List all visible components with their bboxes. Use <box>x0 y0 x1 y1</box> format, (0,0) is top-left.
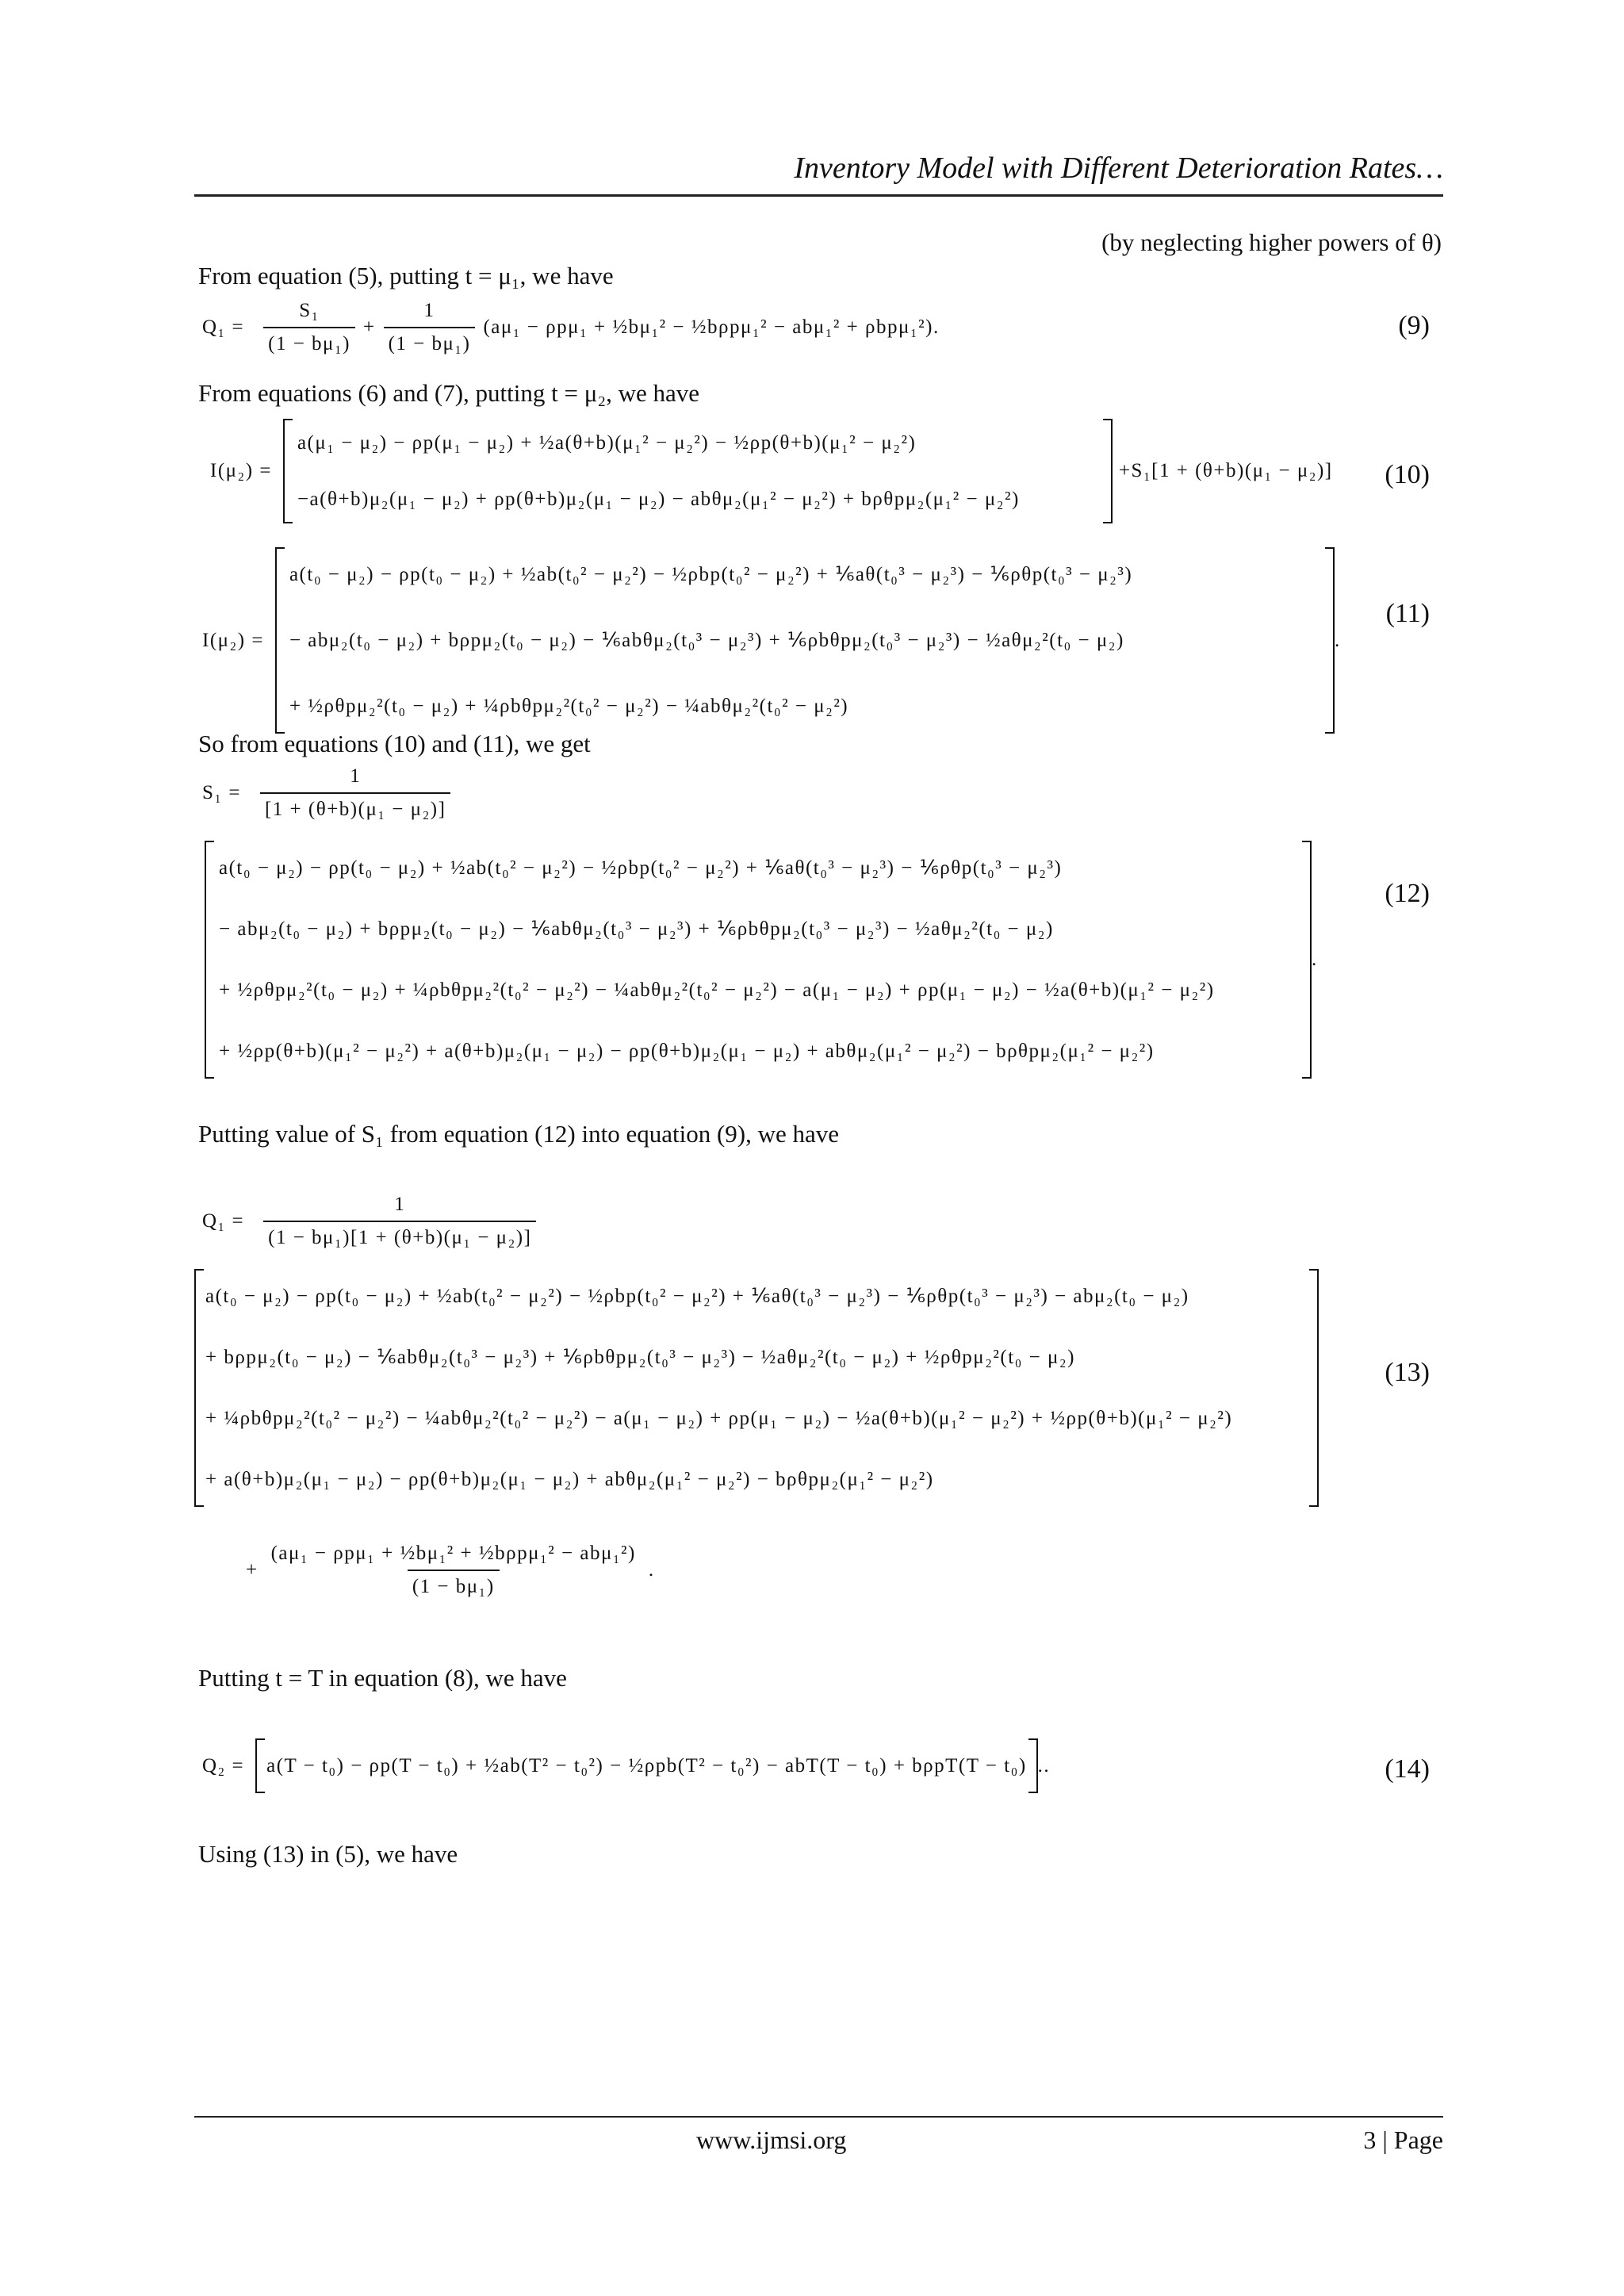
eq12-line-1: a(t₀ − μ₂) − ρp(t₀ − μ₂) + ½ab(t₀² − μ₂²) − ½ρbp(t₀² − μ₂²) + ⅙aθ(t₀³ − μ₂³) − ⅙ρθp(t₀³ − μ₂³) <box>219 857 1063 879</box>
equation-13 <box>194 1269 1319 1507</box>
eq12-lhs: S₁ = <box>202 782 241 803</box>
eq11-line-2: − abμ₂(t₀ − μ₂) + bρpμ₂(t₀ − μ₂) − ⅙abθμ₂(t₀³ − μ₂³) + ⅙ρbθpμ₂(t₀³ − μ₂³) − ½aθμ₂²(t₀ − μ₂) <box>289 630 1124 651</box>
equation-number-9: (9) <box>1398 311 1430 340</box>
eq9-f2-den: (1 − bμ₁) <box>384 327 476 355</box>
equation-13-tail <box>246 1543 655 1598</box>
equation-number-11: (11) <box>1385 599 1430 628</box>
equation-12-header <box>202 765 458 821</box>
equation-number-12: (12) <box>1385 879 1430 908</box>
eq11-line-3: + ½ρθpμ₂²(t₀ − μ₂) + ¼ρbθpμ₂²(t₀² − μ₂²) − ¼abθμ₂²(t₀² − μ₂²) <box>289 696 849 717</box>
eq13-fraction <box>263 1194 536 1249</box>
eq13-num: 1 <box>394 1194 406 1215</box>
equation-10 <box>210 419 1333 523</box>
eq13-end: . <box>648 1559 655 1581</box>
eq13-line-2: + bρpμ₂(t₀ − μ₂) − ⅙abθμ₂(t₀³ − μ₂³) + ⅙ρbθpμ₂(t₀³ − μ₂³) − ½aθμ₂²(t₀ − μ₂) + ½ρθpμ₂²(t₀ − μ₂) <box>205 1347 1075 1368</box>
equation-number-10: (10) <box>1385 460 1430 489</box>
eq11-lhs: I(μ₂) = <box>202 629 264 651</box>
eq12-line-2: − abμ₂(t₀ − μ₂) + bρpμ₂(t₀ − μ₂) − ⅙abθμ₂(t₀³ − μ₂³) + ⅙ρbθpμ₂(t₀³ − μ₂³) − ½aθμ₂²(t₀ − μ₂) <box>219 918 1054 940</box>
eq13-tail-num: (aμ₁ − ρpμ₁ + ½bμ₁² + ½bρpμ₁² − abμ₁²) <box>270 1543 636 1564</box>
eq9-f2-num: 1 <box>423 300 435 321</box>
eq13-lhs: Q₁ = <box>202 1210 245 1232</box>
eq13-den: (1 − bμ₁)[1 + (θ+b)(μ₁ − μ₂)] <box>263 1221 536 1249</box>
eq9-lhs: Q₁ = <box>202 316 245 338</box>
paragraph-from67: From equations (6) and (7), putting t = μ₂, we have <box>198 379 700 407</box>
equation-14 <box>202 1738 1050 1793</box>
eq13-plus: + <box>246 1559 259 1581</box>
eq14-body: a(T − t₀) − ρp(T − t₀) + ½ab(T² − t₀²) − ½ρpb(T² − t₀²) − abT(T − t₀) + bρpT(T − t₀) <box>266 1755 1027 1777</box>
eq10-line-1: a(μ₁ − μ₂) − ρp(μ₁ − μ₂) + ½a(θ+b)(μ₁² − μ₂²) − ½ρp(θ+b)(μ₁² − μ₂²) <box>297 432 917 454</box>
eq9-f1-den: (1 − bμ₁) <box>263 327 355 355</box>
paragraph-putting-s1: Putting value of S₁ from equation (12) into equation (9), we have <box>198 1120 840 1148</box>
eq13-tail-den: (1 − bμ₁) <box>408 1570 500 1598</box>
eq14-lhs: Q₂ = <box>202 1754 245 1777</box>
paragraph-putting-T: Putting t = T in equation (8), we have <box>198 1664 567 1692</box>
eq11-end: . <box>1334 629 1341 651</box>
eq9-body: (aμ₁ − ρpμ₁ + ½bμ₁² − ½bρpμ₁² − abμ₁² + ρbpμ₁²). <box>483 316 940 338</box>
eq9-fraction-1 <box>263 300 355 355</box>
running-header: Inventory Model with Different Deterioration Rates… <box>794 151 1443 185</box>
eq13-bracket <box>194 1269 1319 1507</box>
eq13-line-1: a(t₀ − μ₂) − ρp(t₀ − μ₂) + ½ab(t₀² − μ₂²) − ½ρbp(t₀² − μ₂²) + ⅙aθ(t₀³ − μ₂³) − ⅙ρθp(t₀³ − μ₂³) − abμ₂(t₀ − μ₂) <box>205 1286 1189 1307</box>
eq14-end: .. <box>1037 1754 1051 1777</box>
eq10-line-2: −a(θ+b)μ₂(μ₁ − μ₂) + ρp(θ+b)μ₂(μ₁ − μ₂) − abθμ₂(μ₁² − μ₂²) + bρθpμ₂(μ₁² − μ₂²) <box>297 489 1020 510</box>
eq13-tail-fraction <box>266 1543 641 1598</box>
paragraph-from5: From equation (5), putting t = μ₁, we have <box>198 262 614 289</box>
eq9-fraction-2 <box>384 300 476 355</box>
eq12-line-4: + ½ρp(θ+b)(μ₁² − μ₂²) + a(θ+b)μ₂(μ₁ − μ₂) − ρp(θ+b)μ₂(μ₁ − μ₂) + abθμ₂(μ₁² − μ₂²) − bρθpμ₂(μ₁² − μ₂²) <box>219 1041 1155 1062</box>
paragraph-so-from: So from equations (10) and (11), we get <box>198 730 591 757</box>
eq10-bracket <box>283 419 1113 523</box>
eq9-f1-num: S₁ <box>299 300 320 321</box>
eq12-num: 1 <box>350 765 362 787</box>
eq12-line-3: + ½ρθpμ₂²(t₀ − μ₂) + ¼ρbθpμ₂²(t₀² − μ₂²) − ¼abθμ₂²(t₀² − μ₂²) − a(μ₁ − μ₂) + ρp(μ₁ − μ₂) − ½a(θ+b)(μ₁² − μ₂²) <box>219 979 1215 1001</box>
eq10-lhs: I(μ₂) = <box>210 460 272 481</box>
eq9-plus: + <box>363 316 376 338</box>
equation-13-header <box>202 1194 544 1249</box>
footer-rule <box>194 2116 1443 2118</box>
eq12-den: [1 + (θ+b)(μ₁ − μ₂)] <box>260 792 450 821</box>
eq13-line-3: + ¼ρbθpμ₂²(t₀² − μ₂²) − ¼abθμ₂²(t₀² − μ₂²) − a(μ₁ − μ₂) + ρp(μ₁ − μ₂) − ½a(θ+b)(μ₁² − μ₂²) + ½ρp(θ+b)(μ₁² − μ₂²) <box>205 1408 1233 1429</box>
neglect-note: (by neglecting higher powers of θ) <box>1101 228 1442 256</box>
equation-9 <box>202 300 940 355</box>
header-rule <box>194 194 1443 197</box>
footer-site-link[interactable]: www.ijmsi.org <box>696 2125 847 2154</box>
equation-number-13: (13) <box>1385 1358 1430 1387</box>
paragraph-using13: Using (13) in (5), we have <box>198 1840 458 1868</box>
equation-11 <box>202 547 1341 734</box>
equation-12 <box>205 841 1318 1079</box>
footer-page-number: 3 | Page <box>1363 2125 1443 2154</box>
eq10-tail: +S₁[1 + (θ+b)(μ₁ − μ₂)] <box>1118 460 1333 481</box>
eq12-fraction <box>260 765 450 821</box>
eq11-line-1: a(t₀ − μ₂) − ρp(t₀ − μ₂) + ½ab(t₀² − μ₂²) − ½ρbp(t₀² − μ₂²) + ⅙aθ(t₀³ − μ₂³) − ⅙ρθp(t₀³ − μ₂³) <box>289 564 1133 585</box>
eq14-bracket <box>255 1738 1038 1793</box>
eq12-end: . <box>1312 949 1318 970</box>
eq12-bracket <box>205 841 1312 1079</box>
equation-number-14: (14) <box>1385 1754 1430 1784</box>
eq11-bracket <box>275 547 1335 734</box>
eq13-line-4: + a(θ+b)μ₂(μ₁ − μ₂) − ρp(θ+b)μ₂(μ₁ − μ₂) + abθμ₂(μ₁² − μ₂²) − bρθpμ₂(μ₁² − μ₂²) <box>205 1469 934 1490</box>
